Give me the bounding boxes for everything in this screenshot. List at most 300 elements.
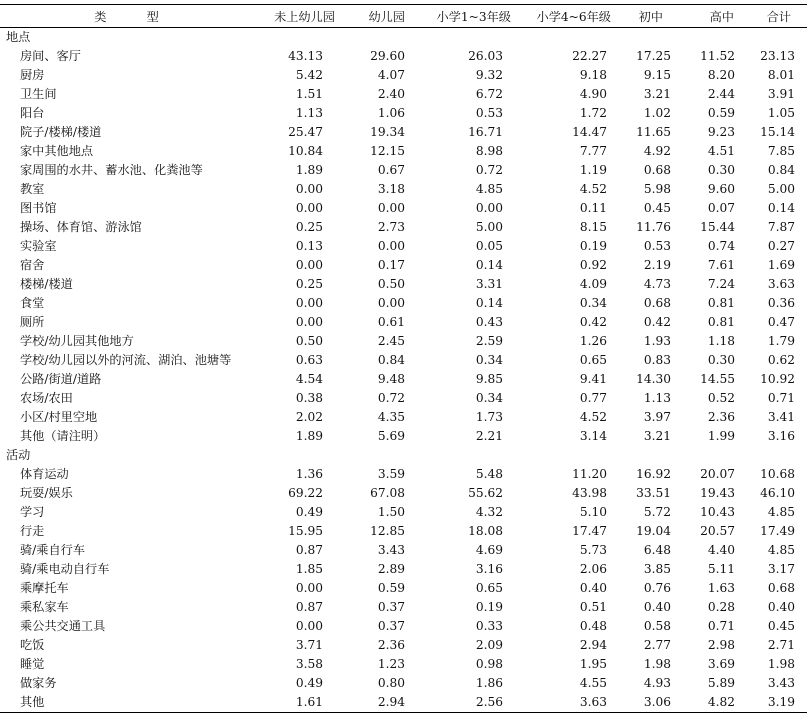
cell-value: 0.49 [295,505,323,519]
cell-value: 0.65 [475,581,503,595]
table-row [0,427,807,446]
table-row [0,389,807,408]
cell-value: 5.48 [475,467,503,481]
cell-value: 2.09 [475,638,503,652]
cell-value: 11.52 [700,49,735,63]
cell-value: 4.55 [579,676,607,690]
cell-value: 2.59 [475,334,503,348]
cell-value: 3.16 [767,429,795,443]
cell-value: 43.13 [288,49,323,63]
cell-value: 0.05 [475,239,503,253]
cell-value: 0.33 [475,619,503,633]
table-row [0,598,807,617]
row-label: 学习 [20,505,45,519]
cell-value: 1.19 [579,163,607,177]
section-title: 地点 [6,30,31,44]
cell-value: 16.71 [468,125,503,139]
cell-value: 4.85 [475,182,503,196]
cell-value: 0.65 [579,353,607,367]
cell-value: 4.54 [295,372,323,386]
row-label: 乘私家车 [20,600,69,614]
cell-value: 0.87 [295,600,323,614]
table-row [0,560,807,579]
cell-value: 9.60 [707,182,735,196]
cell-value: 0.00 [295,315,323,329]
cell-value: 3.18 [377,182,405,196]
cell-value: 1.13 [643,391,671,405]
cell-value: 2.19 [643,258,671,272]
table-row [0,693,807,713]
row-label: 乘公共交通工具 [20,619,106,633]
cell-value: 4.85 [767,543,795,557]
cell-value: 0.38 [295,391,323,405]
cell-value: 0.84 [767,163,795,177]
row-label: 家中其他地点 [20,144,94,158]
table-row [0,522,807,541]
cell-value: 0.40 [643,600,671,614]
table-row [0,85,807,104]
row-label: 院子/楼梯/楼道 [20,125,102,139]
cell-value: 1.72 [579,106,607,120]
header-senior-high: 高中 [685,5,748,28]
cell-value: 0.17 [377,258,405,272]
table-row [0,655,807,674]
cell-value: 15.14 [760,125,795,139]
cell-value: 6.48 [643,543,671,557]
row-label: 学校/幼儿园以外的河流、湖泊、池塘等 [20,353,232,367]
cell-value: 0.83 [643,353,671,367]
cell-value: 6.72 [475,87,503,101]
cell-value: 1.23 [377,657,405,671]
table-row [0,636,807,655]
row-label: 做家务 [20,676,57,690]
row-label: 卫生间 [20,87,57,101]
row-label: 农场/农田 [20,391,73,405]
cell-value: 10.84 [288,144,323,158]
cell-value: 0.77 [579,391,607,405]
cell-value: 3.19 [748,693,807,713]
cell-value: 15.44 [700,220,735,234]
cell-value: 3.41 [767,410,795,424]
cell-value: 3.21 [643,429,671,443]
cell-value: 0.14 [475,258,503,272]
cell-value: 11.20 [572,467,607,481]
cell-value: 1.02 [643,106,671,120]
cell-value: 7.61 [707,258,735,272]
cell-value: 0.00 [377,296,405,310]
cell-value: 14.47 [572,125,607,139]
cell-value: 0.28 [707,600,735,614]
row-label: 骑/乘自行车 [20,543,86,557]
cell-value: 2.71 [767,638,795,652]
cell-value: 0.72 [377,391,405,405]
cell-value: 8.20 [707,68,735,82]
cell-value: 3.06 [619,693,685,713]
cell-value: 0.84 [377,353,405,367]
cell-value: 1.85 [295,562,323,576]
table-row [0,142,807,161]
cell-value: 67.08 [370,486,405,500]
cell-value: 0.00 [295,182,323,196]
cell-value: 5.72 [643,505,671,519]
cell-value: 0.11 [579,201,607,215]
cell-value: 22.27 [572,49,607,63]
cell-value: 1.98 [767,657,795,671]
cell-value: 0.00 [295,619,323,633]
cell-value: 12.85 [370,524,405,538]
cell-value: 4.40 [707,543,735,557]
cell-value: 3.16 [475,562,503,576]
cell-value: 0.34 [475,353,503,367]
cell-value: 9.48 [377,372,405,386]
cell-value: 0.19 [579,239,607,253]
cell-value: 9.18 [579,68,607,82]
cell-value: 0.30 [707,163,735,177]
cell-value: 16.92 [636,467,671,481]
row-label: 阳台 [20,106,45,120]
cell-value: 0.34 [475,391,503,405]
header-kindergarten: 幼儿园 [337,5,415,28]
header-primary-1-3: 小学1~3年级 [415,5,515,28]
cell-value: 5.00 [475,220,503,234]
table-row [0,161,807,180]
cell-value: 1.50 [377,505,405,519]
cell-value: 7.77 [579,144,607,158]
cell-value: 0.42 [579,315,607,329]
cell-value: 1.99 [707,429,735,443]
cell-value: 3.17 [767,562,795,576]
table-body [0,28,807,713]
table-row [0,180,807,199]
cell-value: 0.00 [295,258,323,272]
header-not-kindergarten: 未上幼儿园 [257,5,337,28]
cell-value: 0.19 [475,600,503,614]
row-label: 睡觉 [20,657,45,671]
cell-value: 3.43 [767,676,795,690]
cell-value: 11.65 [636,125,671,139]
cell-value: 4.52 [579,410,607,424]
row-label: 房间、客厅 [20,49,81,63]
section-header-row [0,28,807,48]
cell-value: 14.55 [700,372,735,386]
cell-value: 2.45 [377,334,405,348]
cell-value: 0.52 [707,391,735,405]
cell-value: 1.13 [295,106,323,120]
cell-value: 4.93 [643,676,671,690]
cell-value: 3.63 [767,277,795,291]
row-label: 厕所 [20,315,45,329]
table-row [0,47,807,66]
row-label: 公路/街道/道路 [20,372,102,386]
cell-value: 0.00 [295,581,323,595]
cell-value: 5.11 [707,562,735,576]
table-row [0,370,807,389]
cell-value: 19.34 [370,125,405,139]
cell-value: 0.00 [377,201,405,215]
cell-value: 0.27 [767,239,795,253]
cell-value: 8.15 [579,220,607,234]
cell-value: 3.43 [377,543,405,557]
cell-value: 5.73 [579,543,607,557]
cell-value: 0.98 [475,657,503,671]
cell-value: 1.98 [643,657,671,671]
table-row [0,541,807,560]
cell-value: 7.24 [707,277,735,291]
row-label: 骑/乘电动自行车 [20,562,110,576]
table-row [0,104,807,123]
cell-value: 4.51 [707,144,735,158]
cell-value: 0.48 [579,619,607,633]
cell-value: 2.06 [579,562,607,576]
cell-value: 2.89 [377,562,405,576]
cell-value: 0.43 [475,315,503,329]
table-row [0,332,807,351]
cell-value: 0.40 [767,600,795,614]
cell-value: 0.30 [707,353,735,367]
cell-value: 0.80 [377,676,405,690]
cell-value: 0.00 [295,201,323,215]
table-row [0,484,807,503]
table-row [0,313,807,332]
data-table [0,4,807,713]
cell-value: 2.44 [707,87,735,101]
cell-value: 5.98 [643,182,671,196]
cell-value: 9.15 [643,68,671,82]
row-label: 体育运动 [20,467,69,481]
cell-value: 4.32 [475,505,503,519]
cell-value: 0.00 [377,239,405,253]
cell-value: 3.71 [295,638,323,652]
cell-value: 3.31 [475,277,503,291]
cell-value: 4.35 [377,410,405,424]
cell-value: 2.21 [475,429,503,443]
cell-value: 0.14 [767,201,795,215]
cell-value: 0.71 [767,391,795,405]
table-row [0,123,807,142]
cell-value: 0.68 [643,296,671,310]
cell-value: 12.15 [370,144,405,158]
table-row [0,256,807,275]
cell-value: 4.73 [643,277,671,291]
row-label: 其他（请注明） [20,429,106,443]
cell-value: 43.98 [572,486,607,500]
cell-value: 5.89 [707,676,735,690]
cell-value: 2.77 [643,638,671,652]
cell-value: 3.63 [515,693,619,713]
cell-value: 0.87 [295,543,323,557]
cell-value: 0.49 [295,676,323,690]
cell-value: 0.45 [643,201,671,215]
cell-value: 0.00 [295,296,323,310]
header-primary-4-6: 小学4~6年级 [515,5,619,28]
cell-value: 0.50 [295,334,323,348]
header-row [0,5,807,28]
table-row [0,218,807,237]
cell-value: 2.73 [377,220,405,234]
cell-value: 0.00 [475,201,503,215]
cell-value: 2.94 [579,638,607,652]
table-row [0,674,807,693]
cell-value: 1.63 [707,581,735,595]
cell-value: 3.97 [643,410,671,424]
cell-value: 55.62 [468,486,503,500]
cell-value: 0.92 [579,258,607,272]
row-label: 食堂 [20,296,45,310]
cell-value: 9.41 [579,372,607,386]
cell-value: 1.69 [767,258,795,272]
row-label: 家周围的水井、蓄水池、化粪池等 [20,163,203,177]
cell-value: 46.10 [760,486,795,500]
table-row [0,66,807,85]
cell-value: 1.61 [257,693,337,713]
cell-value: 0.14 [475,296,503,310]
row-label: 操场、体育馆、游泳馆 [20,220,142,234]
cell-value: 2.94 [337,693,415,713]
table-row [0,579,807,598]
header-junior-high: 初中 [619,5,685,28]
cell-value: 0.81 [707,296,735,310]
cell-value: 4.52 [579,182,607,196]
cell-value: 0.53 [643,239,671,253]
cell-value: 3.21 [643,87,671,101]
row-label: 实验室 [20,239,57,253]
cell-value: 17.49 [760,524,795,538]
cell-value: 4.85 [767,505,795,519]
row-label: 厨房 [20,68,45,82]
section-title: 活动 [6,448,31,462]
cell-value: 23.13 [760,49,795,63]
cell-value: 20.07 [700,467,735,481]
cell-value: 1.93 [643,334,671,348]
cell-value: 1.18 [707,334,735,348]
cell-value: 0.59 [707,106,735,120]
cell-value: 1.51 [295,87,323,101]
cell-value: 0.13 [295,239,323,253]
cell-value: 5.69 [377,429,405,443]
cell-value: 1.79 [767,334,795,348]
cell-value: 0.36 [767,296,795,310]
cell-value: 9.23 [707,125,735,139]
cell-value: 0.53 [475,106,503,120]
row-label: 教室 [20,182,45,196]
row-label: 宿舍 [20,258,45,272]
cell-value: 7.87 [767,220,795,234]
cell-value: 3.85 [643,562,671,576]
cell-value: 0.45 [767,619,795,633]
row-label: 行走 [20,524,45,538]
cell-value: 4.82 [685,693,748,713]
cell-value: 69.22 [288,486,323,500]
cell-value: 7.85 [767,144,795,158]
cell-value: 3.69 [707,657,735,671]
cell-value: 0.68 [643,163,671,177]
cell-value: 4.69 [475,543,503,557]
cell-value: 1.89 [295,163,323,177]
cell-value: 4.90 [579,87,607,101]
row-label: 乘摩托车 [20,581,69,595]
table-row [0,199,807,218]
cell-value: 25.47 [288,125,323,139]
cell-value: 0.47 [767,315,795,329]
table-row [0,275,807,294]
cell-value: 2.36 [377,638,405,652]
cell-value: 14.30 [636,372,671,386]
cell-value: 3.59 [377,467,405,481]
cell-value: 4.07 [377,68,405,82]
cell-value: 4.92 [643,144,671,158]
row-label: 玩耍/娱乐 [20,486,73,500]
cell-value: 0.07 [707,201,735,215]
cell-value: 33.51 [636,486,671,500]
cell-value: 1.95 [579,657,607,671]
cell-value: 18.08 [468,524,503,538]
cell-value: 5.10 [579,505,607,519]
cell-value: 0.58 [643,619,671,633]
cell-value: 1.89 [295,429,323,443]
table-row [0,617,807,636]
cell-value: 0.40 [579,581,607,595]
cell-value: 2.98 [707,638,735,652]
cell-value: 4.09 [579,277,607,291]
cell-value: 0.76 [643,581,671,595]
header-type: 类 型 [0,5,257,28]
cell-value: 2.56 [415,693,515,713]
cell-value: 0.51 [579,600,607,614]
table-row [0,237,807,256]
cell-value: 0.67 [377,163,405,177]
cell-value: 0.37 [377,600,405,614]
cell-value: 3.91 [767,87,795,101]
cell-value: 10.92 [760,372,795,386]
cell-value: 8.01 [767,68,795,82]
cell-value: 0.62 [767,353,795,367]
header-total: 合计 [748,5,807,28]
cell-value: 1.05 [767,106,795,120]
cell-value: 1.26 [579,334,607,348]
cell-value: 0.81 [707,315,735,329]
cell-value: 11.76 [636,220,671,234]
cell-value: 0.59 [377,581,405,595]
cell-value: 1.73 [475,410,503,424]
cell-value: 2.40 [377,87,405,101]
cell-value: 0.68 [767,581,795,595]
section-header-row [0,446,807,465]
cell-value: 8.98 [475,144,503,158]
cell-value: 0.72 [475,163,503,177]
cell-value: 9.85 [475,372,503,386]
row-label: 图书馆 [20,201,57,215]
cell-value: 1.36 [295,467,323,481]
table-row [0,351,807,370]
cell-value: 5.00 [767,182,795,196]
cell-value: 0.34 [579,296,607,310]
cell-value: 0.37 [377,619,405,633]
row-label: 学校/幼儿园其他地方 [20,334,134,348]
cell-value: 26.03 [468,49,503,63]
table-row [0,408,807,427]
cell-value: 0.25 [295,277,323,291]
cell-value: 0.63 [295,353,323,367]
cell-value: 2.36 [707,410,735,424]
cell-value: 10.68 [760,467,795,481]
cell-value: 0.71 [707,619,735,633]
cell-value: 17.47 [572,524,607,538]
cell-value: 1.06 [377,106,405,120]
cell-value: 17.25 [636,49,671,63]
cell-value: 0.42 [643,315,671,329]
cell-value: 3.58 [295,657,323,671]
table-row [0,294,807,313]
